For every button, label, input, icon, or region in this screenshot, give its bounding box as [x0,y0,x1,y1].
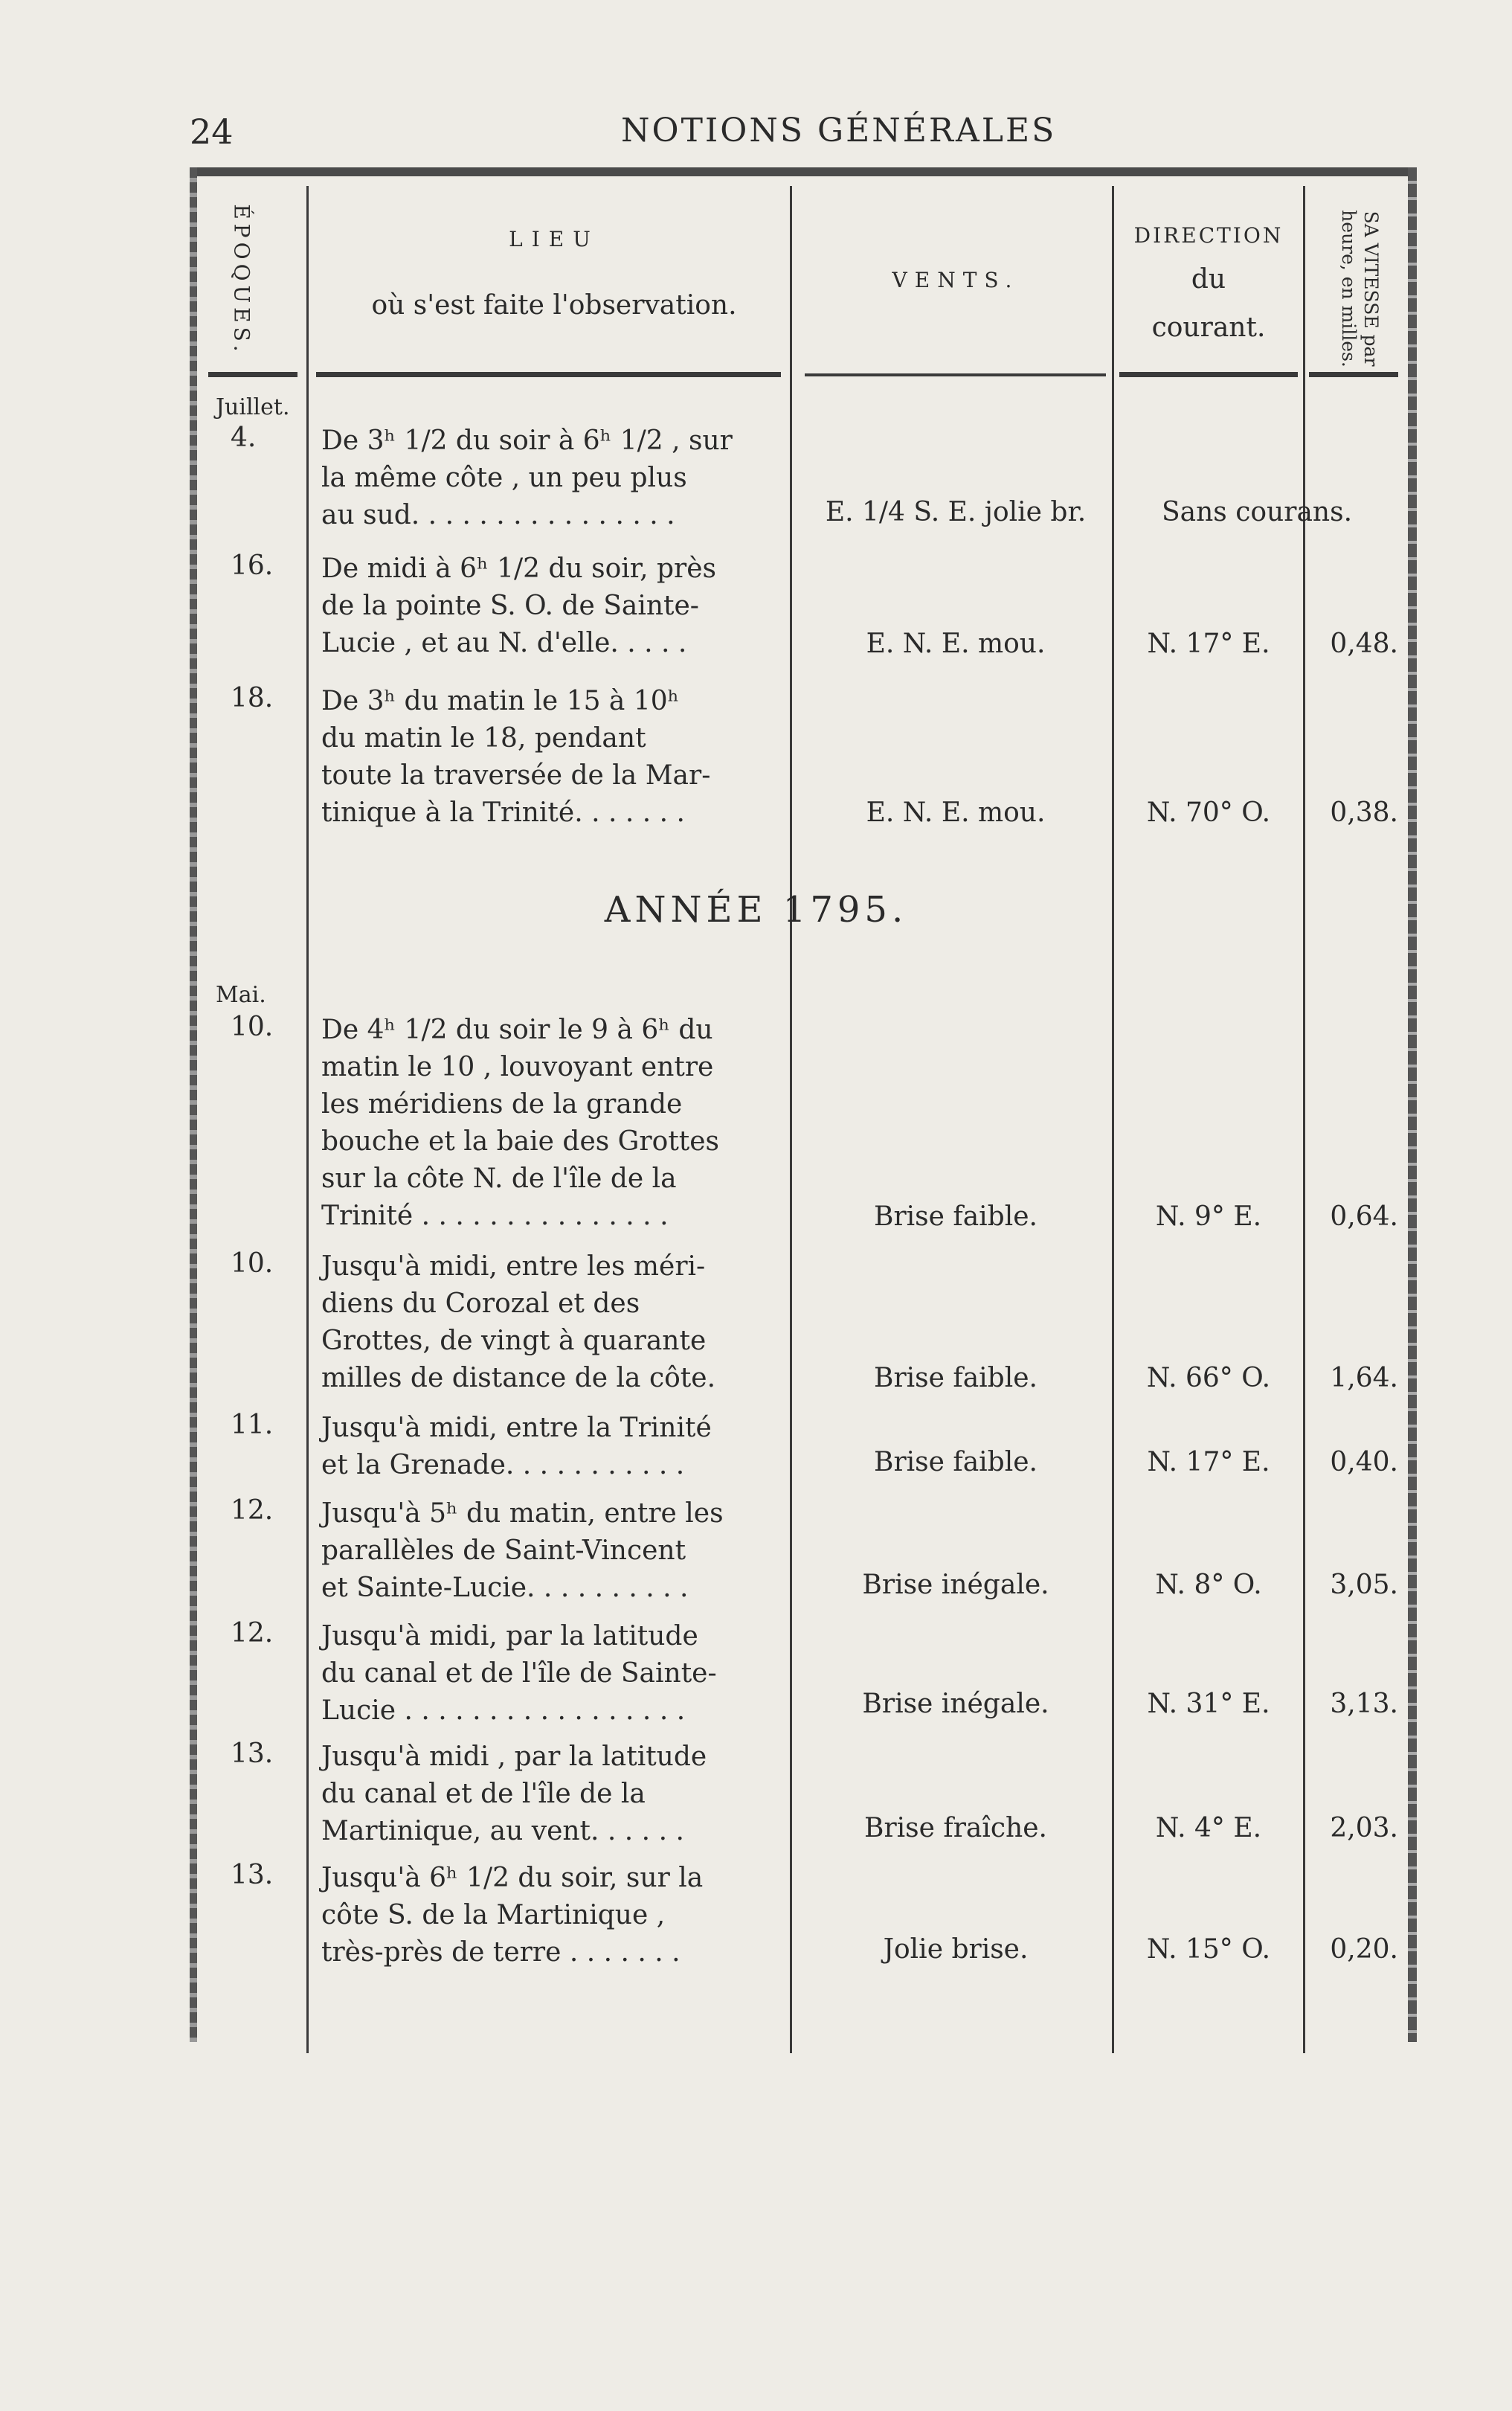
row-speed: 0,20. [1330,1934,1398,1965]
row-date: 12. [231,1495,274,1526]
row-date: 13. [231,1739,274,1769]
row-direction: N. 17° E. [1147,1447,1270,1477]
page-number: 24 [190,112,234,152]
row-location: Jusqu'à 6ʰ 1/2 du soir, sur la côte S. de la Martinique , très-près de terre . . . . . . . [321,1863,704,1968]
row-location: De 4ʰ 1/2 du soir le 9 à 6ʰ du matin le 10 , louvoyant entre les méridiens de la grande bouche et la baie des Grottes sur la côte N. de l'île de la Trinité . . . . . . . . . . . . . . . [321,1015,720,1231]
row-location: De 3ʰ du matin le 15 à 10ʰ du matin le 18, pendant toute la traversée de la Mar- tinique à la Trinité. . . . . . . [321,686,711,828]
column-divider [1303,186,1305,2053]
row-date: 16. [231,550,274,581]
row-location: Jusqu'à 5ʰ du matin, entre les parallèles de Saint-Vincent et Sainte-Lucie. . . . . . . . . . [321,1498,724,1603]
frame-top-rule [190,167,1417,176]
header-direction-du: du [1191,264,1226,295]
row-speed: 0,40. [1330,1447,1398,1477]
row-direction: N. 70° O. [1146,797,1271,828]
running-title: NOTIONS GÉNÉRALES [621,112,1057,150]
row-speed: 3,05. [1330,1570,1398,1600]
column-divider [1112,186,1114,2053]
row-wind: Brise faible. [873,1447,1038,1477]
row-location: Jusqu'à midi, par la latitude du canal et de l'île de Sainte- Lucie . . . . . . . . . . . . . . . . . [321,1621,717,1726]
header-lieu: LIEU [509,227,599,251]
row-direction: N. 4° E. [1155,1813,1262,1843]
column-divider [306,186,309,2053]
row-wind: E. 1/4 S. E. jolie br. [825,497,1087,527]
frame-right-border [1408,167,1417,2042]
row-wind: E. N. E. mou. [866,797,1046,828]
year-heading: ANNÉE 1795. [604,889,908,931]
header-rule [805,373,1106,376]
row-wind: Brise inégale. [862,1689,1049,1719]
row-date: 10. [231,1248,274,1279]
row-date: 12. [231,1618,274,1648]
row-direction: N. 31° E. [1147,1689,1270,1719]
header-vitesse: SA VITESSE par heure, en milles. [1338,210,1382,367]
row-speed: 3,13. [1330,1689,1398,1719]
header-rule [1119,372,1298,377]
page-header [190,112,1417,156]
row-location: De 3ʰ 1/2 du soir à 6ʰ 1/2 , sur la même côte , un peu plus au sud. . . . . . . . . . . . . . . . [321,426,733,530]
row-wind: Brise faible. [873,1363,1038,1393]
row-wind: E. N. E. mou. [866,629,1046,659]
row-date: 11. [231,1410,274,1440]
row-date: 4. [231,423,257,453]
column-divider [790,186,792,2053]
row-direction: N. 17° E. [1147,629,1270,659]
row-speed: 0,48. [1330,629,1398,659]
row-direction: N. 66° O. [1146,1363,1271,1393]
row-date: 13. [231,1860,274,1890]
row-speed: 0,38. [1330,797,1398,828]
row-no-current: Sans courans. [1161,497,1353,527]
row-date: 10. [231,1012,274,1042]
frame-left-border [190,167,197,2042]
row-speed: 2,03. [1330,1813,1398,1843]
header-direction: DIRECTION [1133,223,1284,248]
row-wind: Jolie brise. [883,1934,1029,1965]
header-rule [208,372,297,377]
row-wind: Brise inégale. [862,1570,1049,1600]
row-wind: Brise fraîche. [863,1813,1047,1843]
row-location: De midi à 6ʰ 1/2 du soir, près de la pointe S. O. de Sainte- Lucie , et au N. d'elle. . . . . [321,553,716,658]
month-label: Mai. [216,982,266,1008]
header-direction-courant: courant. [1151,312,1266,343]
header-epoques: ÉPOQUES. [229,204,254,356]
row-location: Jusqu'à midi , par la latitude du canal et de l'île de la Martinique, au vent. . . . . . [321,1741,707,1846]
header-rule [316,372,781,377]
row-speed: 1,64. [1330,1363,1398,1393]
row-direction: N. 15° O. [1146,1934,1271,1965]
row-location: Jusqu'à midi, entre les méri- diens du Corozal et des Grottes, de vingt à quarante milles de distance de la côte. [321,1251,716,1393]
header-vents: VENTS. [892,268,1020,292]
row-direction: N. 9° E. [1155,1201,1262,1232]
row-wind: Brise faible. [873,1201,1038,1232]
row-speed: 0,64. [1330,1201,1398,1232]
row-date: 18. [231,683,274,713]
row-location: Jusqu'à midi, entre la Trinité et la Grenade. . . . . . . . . . . [321,1413,712,1480]
header-lieu-subtitle: où s'est faite l'observation. [371,290,737,321]
row-direction: N. 8° O. [1155,1570,1262,1600]
month-label: Juillet. [216,394,290,420]
